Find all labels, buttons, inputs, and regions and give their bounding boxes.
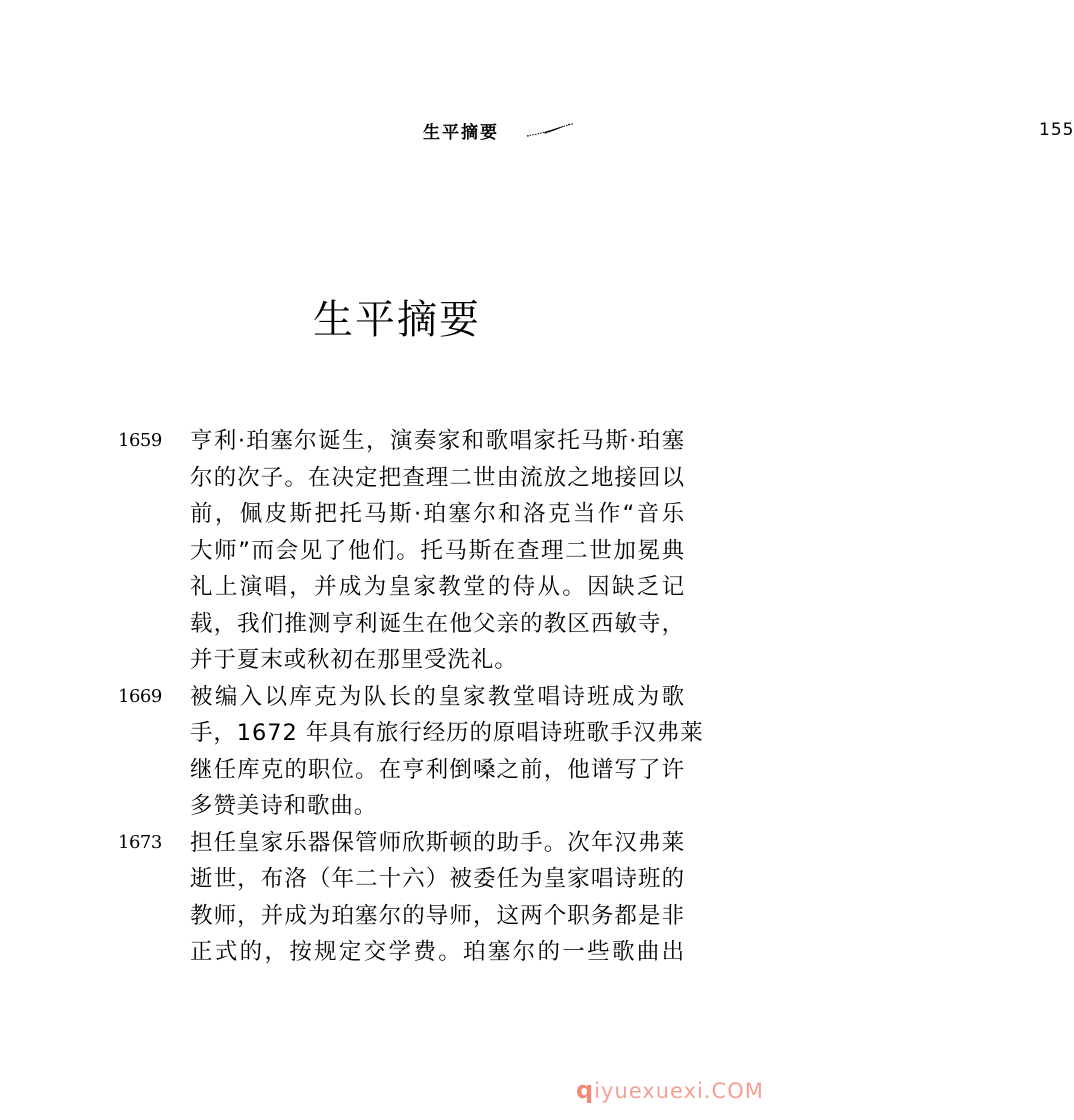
text-line: 担任皇家乐器保管师欣斯顿的助手。次年汉弗莱	[190, 829, 685, 856]
entry-year: 1669	[118, 685, 162, 707]
page-number: 155	[1039, 120, 1074, 140]
entry-text	[190, 423, 698, 679]
running-header	[423, 118, 1074, 143]
chronology-entry-1673	[118, 825, 698, 971]
entry-text	[190, 679, 704, 825]
entry-year: 1659	[118, 430, 162, 451]
chronology-entry-1659	[118, 423, 698, 679]
text-line: 尔的次子。在决定把查理二世由流放之地接回以	[190, 464, 685, 491]
text-line: 继任库克的职位。在亨利倒嗓之前，他谱写了许	[190, 756, 685, 783]
watermark-logo-q: q	[576, 1076, 595, 1104]
watermark-text: iyuexuexi.COM	[594, 1079, 764, 1103]
text-line: 被编入以库克为队长的皇家教堂唱诗班成为歌	[190, 683, 685, 710]
text-line: 逝世，布洛（年二十六）被委任为皇家唱诗班的	[190, 866, 685, 892]
entry-year: 1673	[118, 831, 162, 853]
site-watermark	[576, 1076, 764, 1104]
text-line: 前，佩皮斯把托马斯·珀塞尔和洛克当作“音乐	[190, 501, 685, 527]
quill-stroke-ornament-icon	[525, 122, 575, 138]
chapter-title: 生平摘要	[313, 297, 481, 343]
running-title: 生平摘要	[423, 122, 499, 143]
text-line: 亨利·珀塞尔诞生，演奏家和歌唱家托马斯·珀塞	[190, 428, 685, 454]
chronology-list	[118, 423, 704, 971]
text-line: 大师”而会见了他们。托马斯在查理二世加冕典	[190, 537, 685, 564]
text-line: 手，1672 年具有旅行经历的原唱诗班歌手汉弗莱	[190, 720, 704, 746]
text-line: 多赞美诗和歌曲。	[190, 793, 378, 819]
entry-text	[190, 825, 698, 971]
text-line: 载，我们推测亨利诞生在他父亲的教区西敏寺，	[190, 610, 685, 637]
text-line: 教师，并成为珀塞尔的导师，这两个职务都是非	[190, 902, 685, 929]
text-line: 正式的，按规定交学费。珀塞尔的一些歌曲出	[190, 939, 685, 965]
text-line: 并于夏末或秋初在那里受洗礼。	[190, 647, 518, 673]
chronology-entry-1669	[118, 679, 704, 825]
text-line: 礼上演唱，并成为皇家教堂的侍从。因缺乏记	[190, 574, 685, 600]
